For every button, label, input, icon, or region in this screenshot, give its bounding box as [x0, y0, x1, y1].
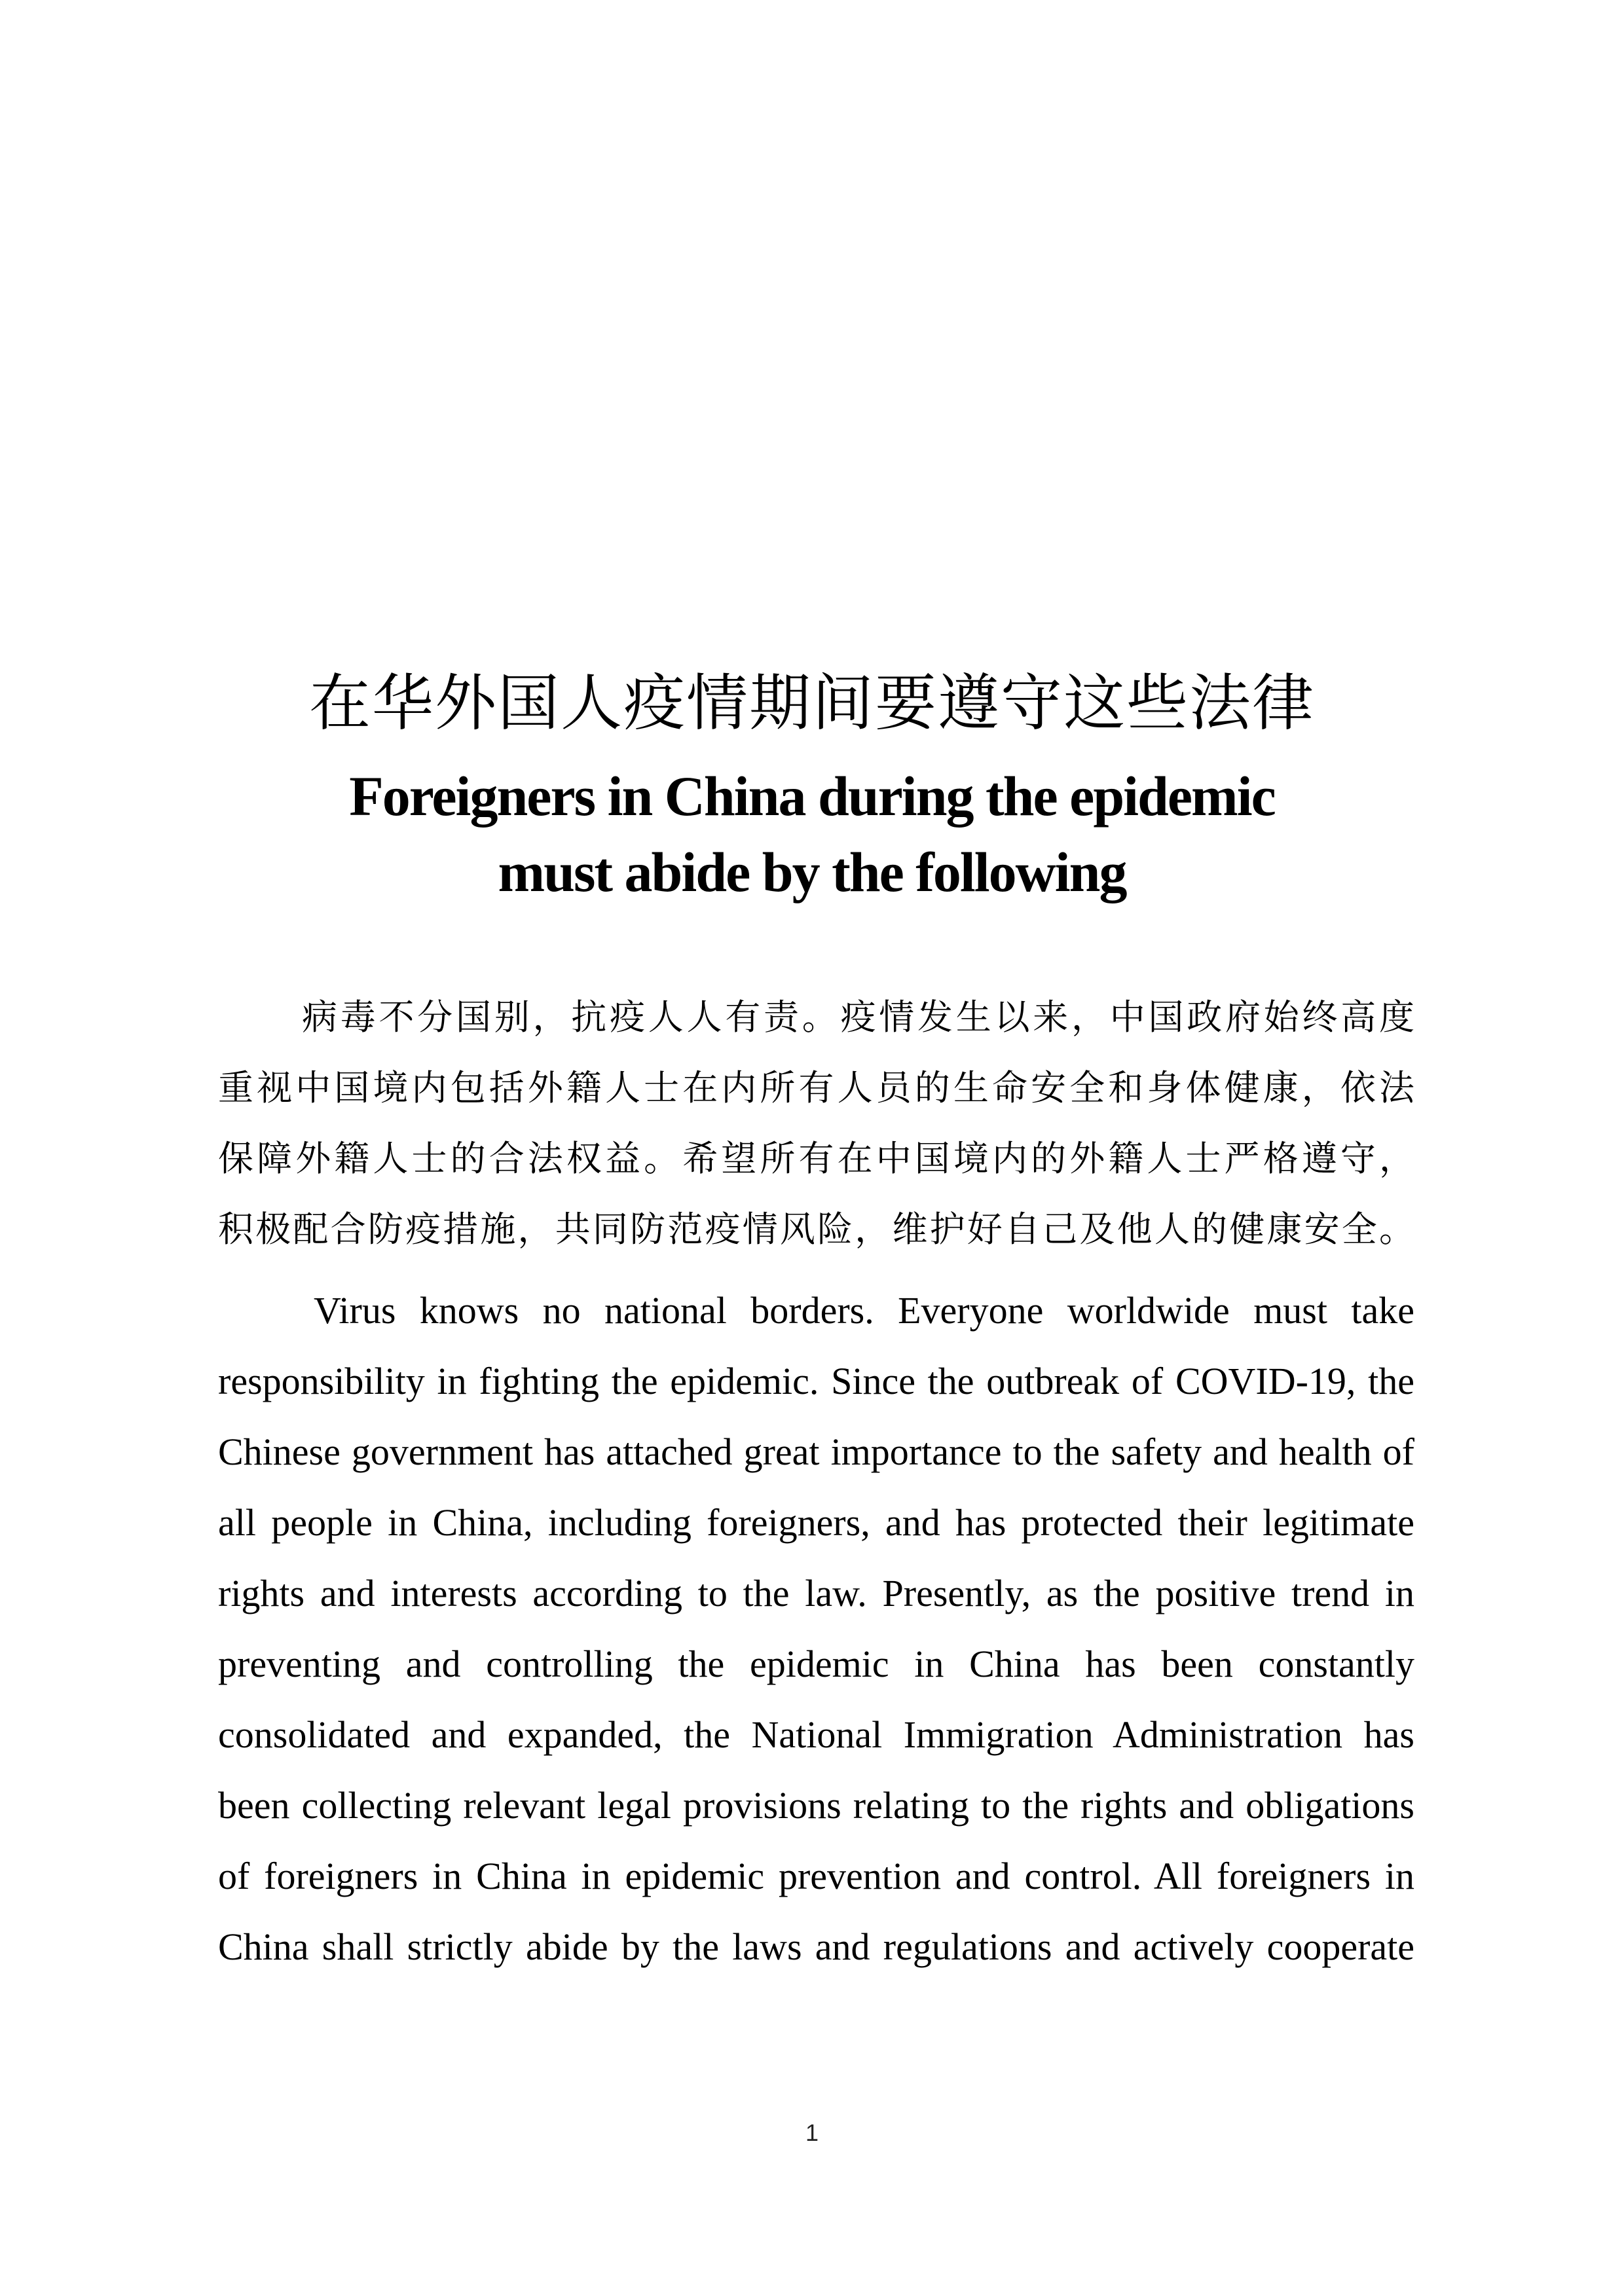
paragraph-chinese-line: 积极配合防疫措施，共同防范疫情风险，维护好自己及他人的健康安全。 [218, 1209, 1414, 1250]
paragraph-english-line: Virus knows no national borders. Everyone worldwide must take [314, 1289, 1414, 1332]
paragraph-english-line: all people in China, including foreigners, and has protected their legitimate [218, 1501, 1414, 1544]
page-number: 1 [805, 2119, 819, 2146]
paragraph-chinese-line: 重视中国境内包括外籍人士在内所有人员的生命安全和身体健康，依法 [218, 1067, 1414, 1108]
paragraph-english-line: been collecting relevant legal provisions relating to the rights and obligations [218, 1784, 1414, 1827]
paragraph-chinese [218, 982, 1414, 1265]
paragraph-chinese-line: 保障外籍人士的合法权益。希望所有在中国境内的外籍人士严格遵守， [218, 1138, 1414, 1179]
paragraph-english-line: of foreigners in China in epidemic prevention and control. All foreigners in [218, 1855, 1414, 1897]
title-english [0, 758, 1624, 910]
paragraph-chinese-line: 病毒不分国别，抗疫人人有责。疫情发生以来，中国政府始终高度 [302, 996, 1414, 1038]
paragraph-english-line: preventing and controlling the epidemic in China has been constantly [218, 1643, 1414, 1685]
title-chinese: 在华外国人疫情期间要遵守这些法律 [308, 668, 1315, 739]
paragraph-english-line: consolidated and expanded, the National Immigration Administration has [218, 1713, 1414, 1756]
paragraph-english [218, 1275, 1414, 1982]
title-english-line-1: Foreigners in China during the epidemic [349, 765, 1275, 828]
title-english-line-2: must abide by the following [498, 841, 1126, 903]
paragraph-english-line: responsibility in fighting the epidemic. Since the outbreak of COVID-19, the [218, 1360, 1414, 1402]
paragraph-english-line: Chinese government has attached great importance to the safety and health of [218, 1430, 1414, 1473]
paragraph-english-line: China shall strictly abide by the laws and regulations and actively cooperate [218, 1925, 1414, 1968]
paragraph-english-line: rights and interests according to the law. Presently, as the positive trend in [218, 1572, 1414, 1614]
